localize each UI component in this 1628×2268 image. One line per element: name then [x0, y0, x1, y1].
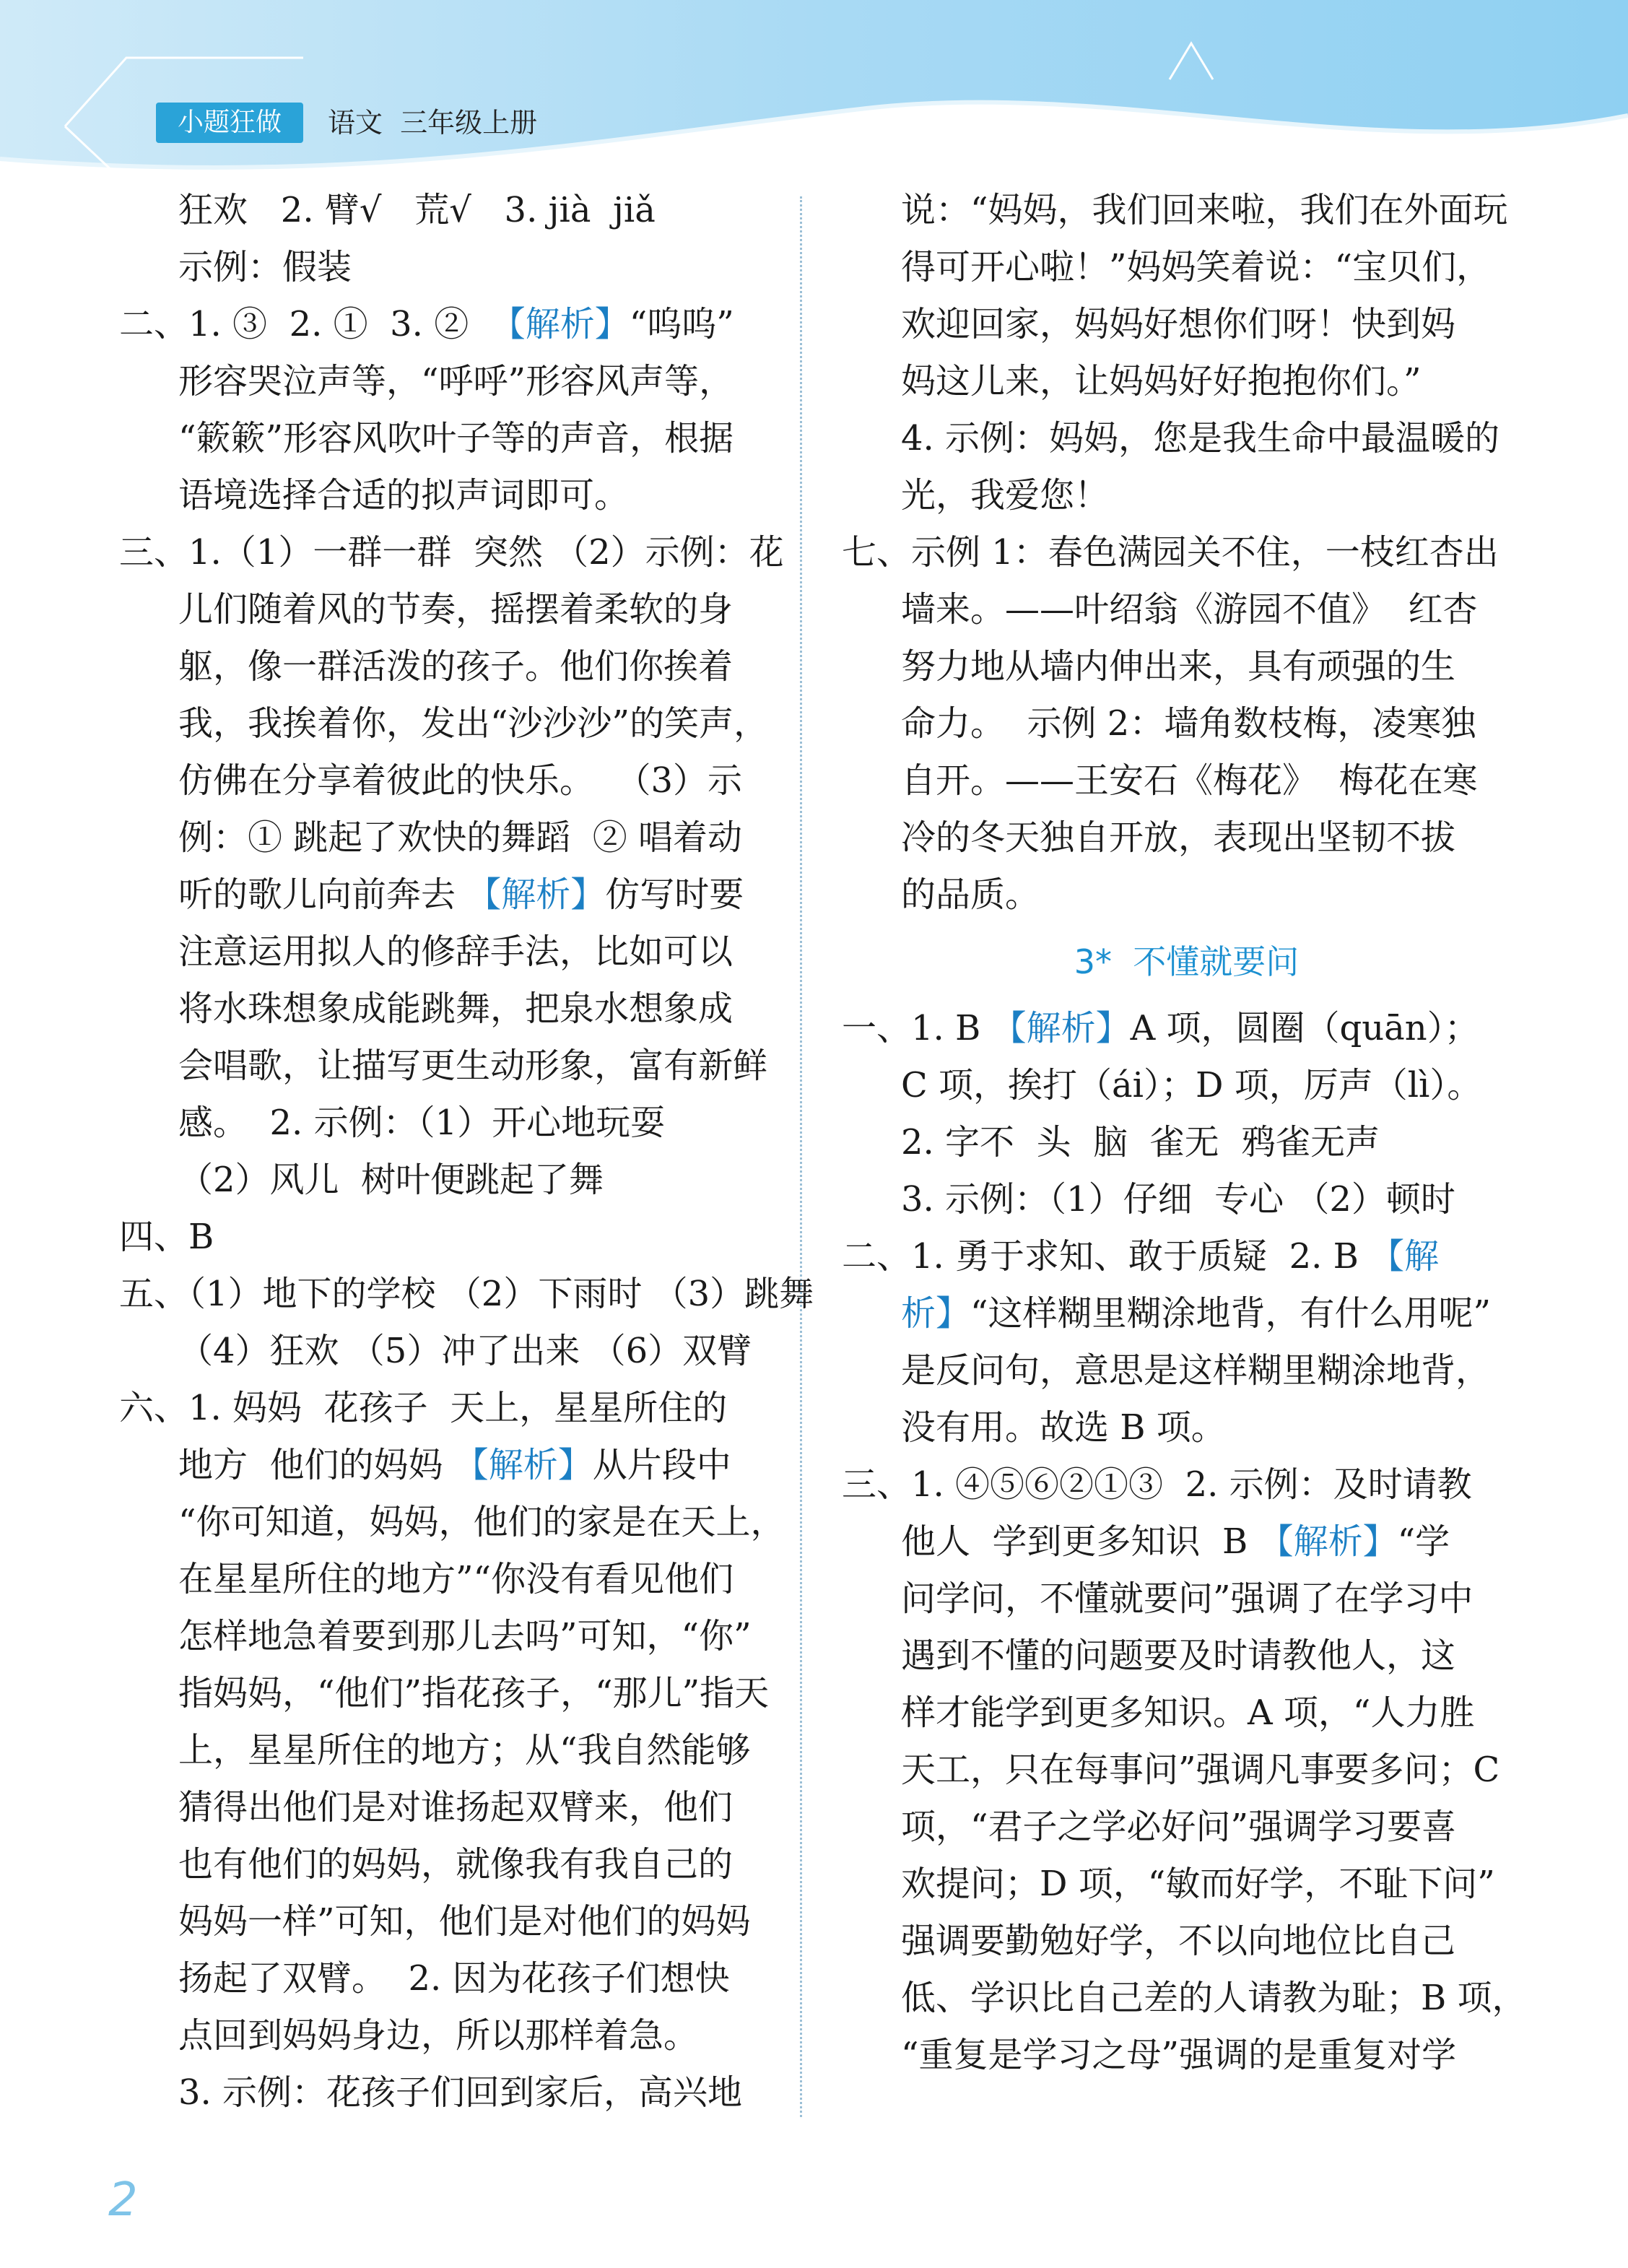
answer-line: 示例：假装	[178, 247, 352, 287]
answer-line: 努力地从墙内伸出来，具有顽强的生	[901, 646, 1456, 687]
answer-line: 指妈妈，“他们”指花孩子，“那儿”指天	[178, 1673, 770, 1713]
answer-line: C 项，挨打（ái）；D 项，厉声（lì）。	[901, 1065, 1482, 1105]
answer-line: 五、（1）地下的学校 （2）下雨时 （3）跳舞	[119, 1274, 814, 1314]
answer-line: 怎样地急着要到那儿去吗”可知，“你”	[178, 1616, 752, 1656]
answer-line: 将水珠想象成能跳舞，把泉水想象成	[178, 989, 734, 1029]
subject-grade-label: 语文 三年级上册	[328, 107, 538, 139]
answer-line: 3. 示例：花孩子们回到家后，高兴地	[178, 2072, 743, 2113]
analysis-marker: 析】	[901, 1293, 971, 1334]
answer-line: （4）狂欢 （5）冲了出来 （6）双臂	[178, 1331, 752, 1371]
answer-line: 二、1. ③ 2. ① 3. ② 【解析】“呜呜”	[119, 304, 734, 344]
answer-line: 项，“君子之学必好问”强调学习要喜	[901, 1807, 1457, 1847]
answer-line: 六、1. 妈妈 花孩子 天上，星星所住的	[119, 1388, 728, 1428]
answer-line: “你可知道，妈妈，他们的家是在天上，	[178, 1502, 785, 1542]
right-column	[842, 182, 1531, 2084]
answer-line: 四、B	[119, 1217, 214, 1257]
answer-line: 没有用。故选 B 项。	[901, 1407, 1226, 1448]
answer-line: 地方 他们的妈妈 【解析】从片段中	[178, 1445, 731, 1485]
answer-line: 低、学识比自己差的人请教为耻；B 项，	[901, 1978, 1527, 2018]
answer-line: 欢提问；D 项，“敏而好学，不耻下问”	[901, 1864, 1495, 1904]
answer-line: 的品质。	[901, 874, 1040, 915]
answer-line: 一、1. B 【解析】A 项，圆圈（quān）；	[842, 1008, 1479, 1048]
analysis-marker: 【解析】	[466, 874, 606, 915]
answer-line: 狂欢 2. 臂√ 荒√ 3. jià jiǎ	[178, 190, 656, 230]
answer-line: 儿们随着风的节奏，摇摆着柔软的身	[178, 589, 734, 630]
page-number: 2	[108, 2173, 138, 2227]
answer-line: 三、1.（1）一群一群 突然 （2）示例：花	[119, 532, 784, 573]
answer-line: “重复是学习之母”强调的是重复对学	[901, 2035, 1457, 2075]
analysis-marker: 【解	[1370, 1236, 1440, 1277]
answer-line: 三、1. ④⑤⑥②①③ 2. 示例：及时请教	[842, 1464, 1472, 1505]
answer-line: 扬起了双臂。 2. 因为花孩子们想快	[178, 1958, 730, 1999]
answer-line: 得可开心啦！”妈妈笑着说：“宝贝们，	[901, 247, 1492, 287]
answer-line: 析】“这样糊里糊涂地背，有什么用呢”	[901, 1293, 1492, 1334]
answer-line: 天工，只在每事问”强调凡事要多问；C	[901, 1750, 1500, 1790]
answer-line: 仿佛在分享着彼此的快乐。 （3）示	[178, 760, 743, 801]
answer-line: “簌簌”形容风吹叶子等的声音，根据	[178, 418, 734, 459]
answer-line: 例：① 跳起了欢快的舞蹈 ② 唱着动	[178, 817, 743, 858]
answer-line: 妈妈一样”可知，他们是对他们的妈妈	[178, 1901, 751, 1942]
answer-line: 4. 示例：妈妈，您是我生命中最温暖的	[901, 418, 1500, 459]
answer-line: 七、示例 1：春色满园关不住，一枝红杏出	[842, 532, 1499, 573]
analysis-marker: 【解析】	[1258, 1521, 1398, 1562]
series-badge: 小题狂做	[156, 103, 303, 143]
answer-line: 点回到妈妈身边，所以那样着急。	[178, 2015, 699, 2056]
answer-line: 说：“妈妈，我们回来啦，我们在外面玩	[901, 190, 1508, 230]
answer-line: 上，星星所住的地方；从“我自然能够	[178, 1730, 751, 1770]
answer-line: 3. 示例：（1）仔细 专心 （2）顿时	[901, 1179, 1455, 1220]
header-wave-background	[0, 0, 1628, 195]
answer-line: 我，我挨着你，发出“沙沙沙”的笑声，	[178, 703, 769, 744]
answer-line: 语境选择合适的拟声词即可。	[178, 475, 630, 516]
analysis-marker: 【解析】	[453, 1445, 593, 1485]
analysis-marker: 【解析】	[991, 1008, 1131, 1048]
answer-line: 墙来。——叶绍翁《游园不值》 红杏	[901, 589, 1478, 630]
answer-line: 样才能学到更多知识。A 项，“人力胜	[901, 1693, 1475, 1733]
analysis-marker: 【解析】	[490, 304, 630, 344]
answer-line: 妈这儿来，让妈妈好好抱抱你们。”	[901, 361, 1422, 401]
answer-line: 听的歌儿向前奔去 【解析】仿写时要	[178, 874, 744, 915]
answer-line: 注意运用拟人的修辞手法，比如可以	[178, 931, 734, 972]
answer-line: 二、1. 勇于求知、敢于质疑 2. B 【解	[842, 1236, 1440, 1277]
answer-line: 形容哭泣声等，“呼呼”形容风声等，	[178, 361, 734, 401]
answer-line: 猜得出他们是对谁扬起双臂来，他们	[178, 1787, 734, 1828]
answer-line: 是反问句，意思是这样糊里糊涂地背，	[901, 1350, 1491, 1391]
answer-line: 在星星所住的地方”“你没有看见他们	[178, 1559, 734, 1599]
answer-line: 问学问，不懂就要问”强调了在学习中	[901, 1578, 1474, 1619]
section-title: 3* 不懂就要问	[1074, 942, 1300, 981]
answer-line: 2. 字不 头 脑 雀无 鸦雀无声	[901, 1122, 1380, 1163]
answer-line: 感。 2. 示例：（1）开心地玩耍	[178, 1103, 666, 1143]
answer-line: 也有他们的妈妈，就像我有我自己的	[178, 1844, 734, 1885]
answer-line: 自开。——王安石《梅花》 梅花在寒	[901, 760, 1478, 801]
answer-line: 强调要勤勉好学，不以向地位比自己	[901, 1921, 1456, 1961]
answer-line: 躯，像一群活泼的孩子。他们你挨着	[178, 646, 734, 687]
answer-line: 命力。 示例 2：墙角数枝梅，凌寒独	[901, 703, 1476, 744]
answer-line: 他人 学到更多知识 B 【解析】“学	[901, 1521, 1450, 1562]
answer-line: 遇到不懂的问题要及时请教他人，这	[901, 1635, 1456, 1676]
answer-line: （2）风儿 树叶便跳起了舞	[178, 1160, 604, 1200]
answer-line: 欢迎回家，妈妈好想你们呀！快到妈	[901, 304, 1456, 344]
answer-line: 冷的冬天独自开放，表现出坚韧不拔	[901, 817, 1456, 858]
answer-line: 光，我爱您！	[901, 475, 1110, 516]
answer-line: 会唱歌，让描写更生动形象，富有新鲜	[178, 1046, 768, 1086]
left-column	[119, 182, 814, 2121]
